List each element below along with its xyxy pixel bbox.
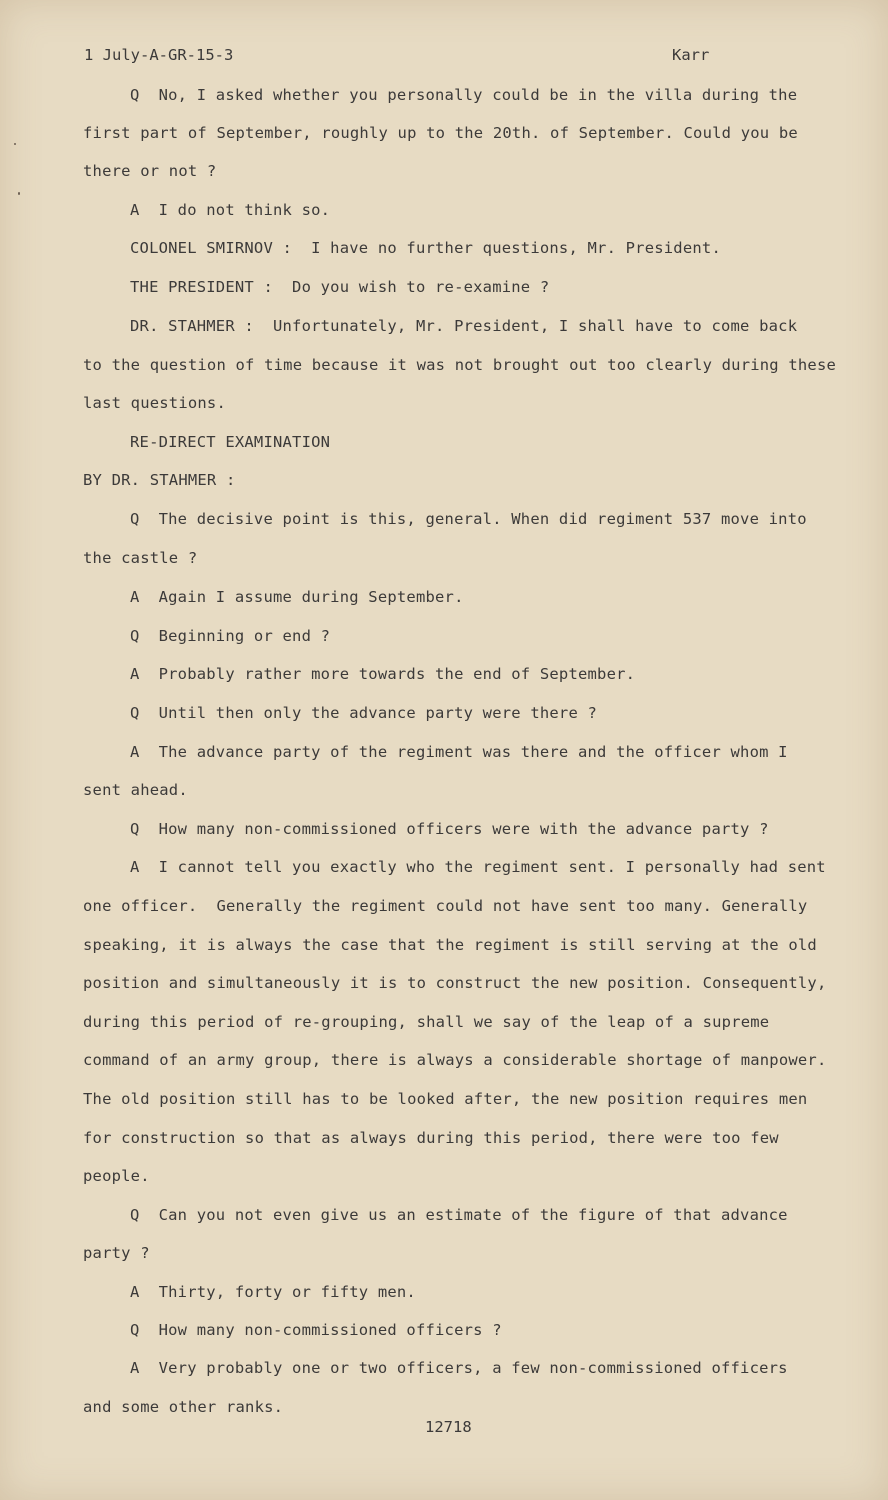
text-line: during this period of re-grouping, shall we say of the leap of a supreme	[83, 1013, 770, 1031]
text-line: to the question of time because it was not brought out too clearly during these	[83, 356, 837, 374]
text-line: Q How many non-commissioned officers were with the advance party ?	[130, 820, 769, 838]
text-line: COLONEL SMIRNOV : I have no further questions, Mr. President.	[130, 239, 721, 257]
text-line: A I cannot tell you exactly who the regiment sent. I personally had sent	[130, 858, 826, 876]
page-number: 12718	[425, 1418, 472, 1436]
text-line: THE PRESIDENT : Do you wish to re-examine ?	[130, 278, 550, 296]
text-line: A Thirty, forty or fifty men.	[130, 1283, 416, 1301]
text-line: party ?	[83, 1244, 150, 1262]
text-line: command of an army group, there is always a considerable shortage of manpower.	[83, 1051, 827, 1069]
text-line: A Again I assume during September.	[130, 588, 464, 606]
paper-speck	[18, 192, 20, 195]
text-line: one officer. Generally the regiment could not have sent too many. Generally	[83, 897, 808, 915]
text-line: and some other ranks.	[83, 1398, 284, 1416]
text-line: A I do not think so.	[130, 201, 331, 219]
text-line: Q No, I asked whether you personally could be in the villa during the	[130, 86, 798, 104]
text-line: people.	[83, 1167, 150, 1185]
text-line: first part of September, roughly up to the 20th. of September. Could you be	[83, 124, 798, 142]
header-reporter: Karr	[672, 46, 710, 64]
text-line: A The advance party of the regiment was there and the officer whom I	[130, 743, 788, 761]
examiner-line: BY DR. STAHMER :	[83, 471, 236, 489]
text-line: A Very probably one or two officers, a few non-commissioned officers	[130, 1359, 788, 1377]
text-line: The old position still has to be looked after, the new position requires men	[83, 1090, 808, 1108]
paper-speck	[14, 143, 16, 145]
section-heading: RE-DIRECT EXAMINATION	[130, 433, 331, 451]
text-line: position and simultaneously it is to construct the new position. Consequently,	[83, 974, 827, 992]
text-line: speaking, it is always the case that the regiment is still serving at the old	[83, 936, 817, 954]
text-line: last questions.	[83, 394, 226, 412]
text-line: for construction so that as always during this period, there were too few	[83, 1129, 779, 1147]
text-line: Q Beginning or end ?	[130, 627, 331, 645]
text-line: sent ahead.	[83, 781, 188, 799]
text-line: Q The decisive point is this, general. When did regiment 537 move into	[130, 510, 807, 528]
text-line: the castle ?	[83, 549, 198, 567]
header-reference: 1 July-A-GR-15-3	[84, 46, 234, 64]
text-line: Q How many non-commissioned officers ?	[130, 1321, 502, 1339]
text-line: A Probably rather more towards the end of September.	[130, 665, 636, 683]
text-line: Q Until then only the advance party were there ?	[130, 704, 598, 722]
text-line: there or not ?	[83, 162, 217, 180]
text-line: Q Can you not even give us an estimate of the figure of that advance	[130, 1206, 788, 1224]
text-line: DR. STAHMER : Unfortunately, Mr. President, I shall have to come back	[130, 317, 798, 335]
